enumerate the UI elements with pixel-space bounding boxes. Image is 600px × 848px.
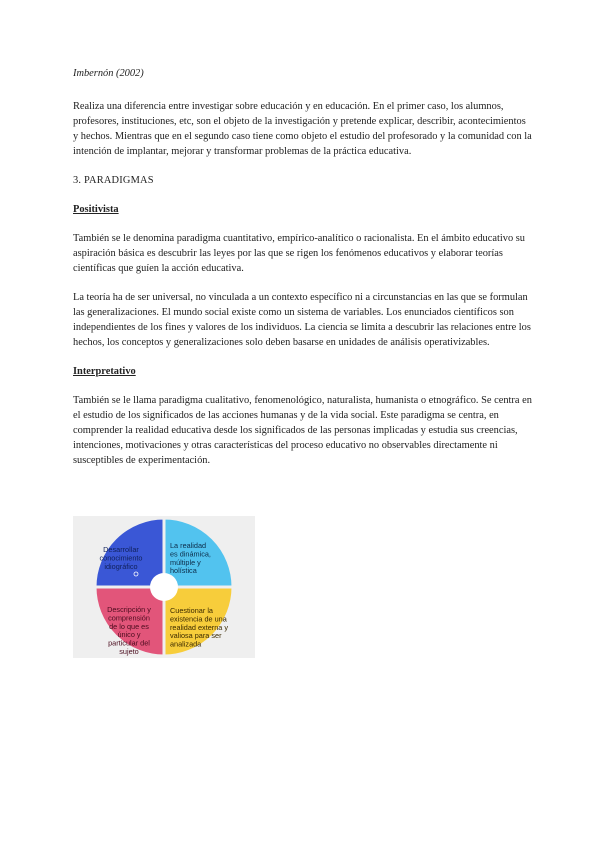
interpretativo-paragraph: También se le llama paradigma cualitativo, fenomenológico, naturalista, humanista o etnográfico. Se centra en el estudio de los significados de las acciones humanas y de la vida social. Este paradigma se centra, en comprender la realidad educativa desde los significados de las personas implicadas y estudia sus creencias, intenciones, motivaciones y otras características del proceso educativo no observables directamente ni susceptibles de experimentación. xyxy=(73,395,532,466)
quadrant-label-top-right: La realidad es dinámica, múltiple y holística xyxy=(170,541,211,576)
positivista-title: Positivista xyxy=(73,204,119,215)
section-heading: 3. PARADIGMAS xyxy=(73,175,154,186)
author-citation: Imbernón (2002) xyxy=(73,68,144,79)
interpretativo-title: Interpretativo xyxy=(73,366,136,377)
positivista-paragraph-1: También se le denomina paradigma cuantitativo, empírico-analítico o racionalista. En el ámbito educativo su aspiración básica es descubrir las leyes por las que se rigen los fenómenos educativos y elaborar teorías científicas que guíen la acción educativa. xyxy=(73,233,525,274)
quadrant-label-bottom-left: Descripción y comprensión de lo que es único y particular del sujeto xyxy=(107,605,151,656)
document-body xyxy=(73,66,533,482)
paradigm-circle-svg xyxy=(73,516,255,658)
positivista-paragraph-2: La teoría ha de ser universal, no vinculada a un contexto específico ni a circunstancias en las que se formulan las generalizaciones. El mundo social existe como un sistema de variables. Los enunciados científicos son independientes de los fines y valores de los individuos. La ciencia se limita a descubrir las relaciones entre los hechos, los conceptos y generalizaciones solo deben basarse en unidades de análisis operativizables. xyxy=(73,292,531,348)
intro-paragraph: Realiza una diferencia entre investigar sobre educación y en educación. En el primer caso, los alumnos, profesores, instituciones, etc, son el objeto de la investigación y pretende explicar, describir, acontecimientos y hechos. Mientras que en el segundo caso tiene como objeto el estudio del profesorado y la comunidad con la intención de implantar, mejorar y transformar problemas de la práctica educativa. xyxy=(73,101,532,157)
center-circle xyxy=(150,573,178,601)
paradigm-diagram xyxy=(73,516,255,658)
quadrant-label-bottom-right: Cuestionar la existencia de una realidad externa y valiosa para ser analizada xyxy=(170,606,229,649)
quadrant-label-top-left: Desarrollar conocimiento idiográfico xyxy=(99,545,143,571)
